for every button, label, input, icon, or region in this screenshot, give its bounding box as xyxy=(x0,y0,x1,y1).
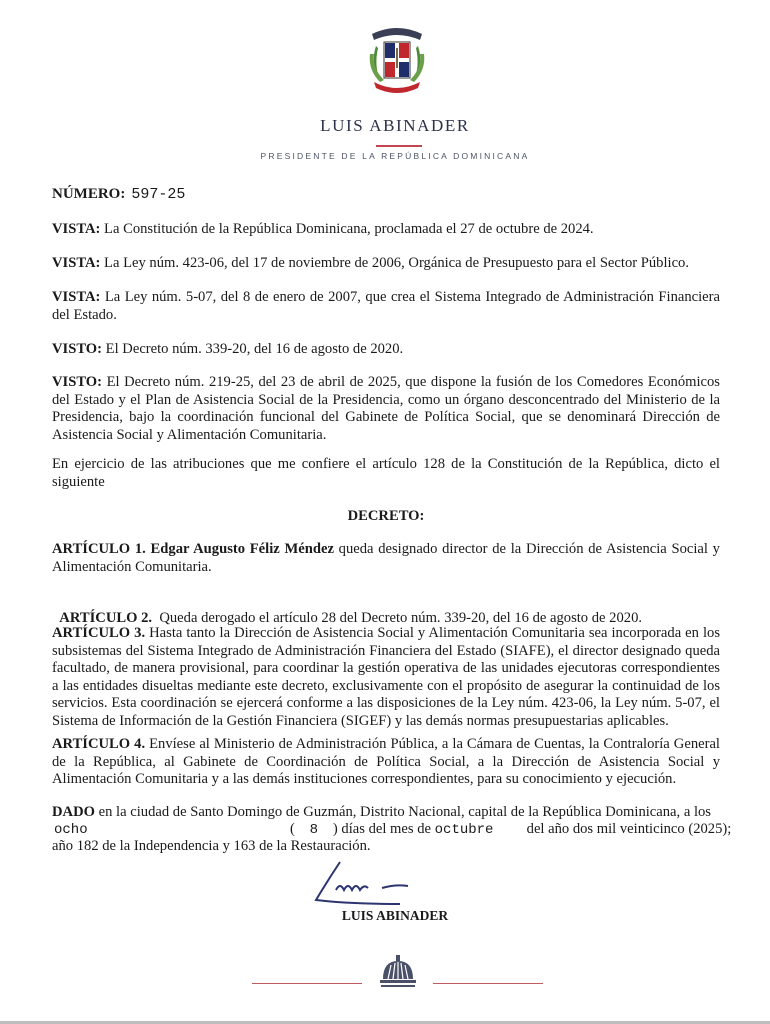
article-4 xyxy=(52,736,720,789)
paren-open: ( xyxy=(290,821,295,837)
dado-label: DADO xyxy=(52,804,95,820)
vista-text: La Constitución de la República Dominicana, proclamada el 27 de octubre de 2024. xyxy=(100,221,594,237)
day-words-field: ocho xyxy=(54,822,88,838)
vista-2 xyxy=(52,255,720,273)
visto-text: El Decreto núm. 219-25, del 23 de abril de 2025, que dispone la fusión de los Comedores Económicos del Estado y el Plan de Asistencia Social de la Presidencia, como un órgano desconcentrado del Ministerio de la Presidencia, bajo la coordinación funcional del Gabinete de Política Social, que se denominará Dirección de Asistencia Social y Alimentación Comunitaria. xyxy=(52,374,720,443)
footer-rule-right xyxy=(433,983,543,984)
dado-line-1 xyxy=(52,804,720,822)
article-2 xyxy=(52,592,720,627)
article-1 xyxy=(52,541,720,576)
vista-3 xyxy=(52,289,720,324)
article-3 xyxy=(52,625,720,730)
day-number-field: 8 xyxy=(309,822,319,838)
dado-text-2: días del mes de xyxy=(341,821,431,837)
vista-label: VISTA: xyxy=(52,221,101,237)
vista-label: VISTA: xyxy=(52,255,101,271)
decree-heading: DECRETO: xyxy=(347,508,425,524)
visto-text: El Decreto núm. 339-20, del 16 de agosto de 2020. xyxy=(102,341,404,357)
visto-label: VISTO: xyxy=(52,374,103,390)
designee-name: Edgar Augusto Féliz Méndez xyxy=(145,541,334,557)
visto-label: VISTO: xyxy=(52,341,103,357)
dado-text: en la ciudad de Santo Domingo de Guzmán, Distrito Nacional, capital de la República Dominicana, a los xyxy=(94,804,711,820)
article-label: ARTÍCULO 4. xyxy=(52,736,146,752)
visto-1 xyxy=(52,341,720,359)
signature-icon xyxy=(310,860,430,910)
dado-text-3: del año dos mil veinticinco (2025); xyxy=(526,821,732,837)
vista-1 xyxy=(52,221,720,239)
paren-close: ) xyxy=(332,821,338,837)
article-text: Hasta tanto la Dirección de Asistencia Social y Alimentación Comunitaria sea incorporada en los subsistemas del Sistema Integrado de Administración Financiera del Estado (SIAFE), el director designado queda facultado, de manera provisional, para coordinar la gestión operativa de las unidades ejecutoras correspondientes a las entidades disueltas mediante este decreto, exclusivamente con el propósito de asegurar la continuidad de los servicios. Esta coordinación se ejercerá conforme a las disposiciones de la Ley núm. 423-06, la Ley núm. 5-07, el Sistema de Información de la Gestión Financiera (SIGEF) y las demás normas presupuestarias aplicables. xyxy=(52,625,720,729)
number-label: NÚMERO: xyxy=(52,186,126,202)
article-label: ARTÍCULO 2. xyxy=(59,609,153,626)
vista-text: La Ley núm. 423-06, del 17 de noviembre de 2006, Orgánica de Presupuesto para el Sector Público. xyxy=(100,255,689,271)
article-label: ARTÍCULO 1. xyxy=(52,541,146,557)
article-text: queda designado director de la Dirección de Asistencia Social y Alimentación Comunitaria. xyxy=(52,541,720,575)
coat-of-arms-icon xyxy=(362,24,432,96)
header-name: LUIS ABINADER xyxy=(320,116,470,135)
preamble: En ejercicio de las atribuciones que me confiere el artículo 128 de la Constitución de la República, dicto el siguiente xyxy=(52,456,720,490)
dome-icon xyxy=(377,955,419,989)
decree-number xyxy=(52,186,720,204)
article-text: Queda derogado el artículo 28 del Decreto núm. 339-20, del 16 de agosto de 2020. xyxy=(152,609,643,626)
header-title: PRESIDENTE DE LA REPÚBLICA DOMINICANA xyxy=(260,151,530,161)
number-value: 597-25 xyxy=(131,186,186,203)
month-field: octubre xyxy=(434,822,494,838)
dado-line-3: año 182 de la Independencia y 163 de la Restauración. xyxy=(52,838,371,854)
footer-rule-left xyxy=(252,983,362,984)
vista-label: VISTA: xyxy=(52,289,101,305)
vista-text: La Ley núm. 5-07, del 8 de enero de 2007, que crea el Sistema Integrado de Administración Financiera del Estado. xyxy=(52,289,720,323)
dado-line-2 xyxy=(52,821,732,840)
article-text: Envíese al Ministerio de Administración Pública, a la Cámara de Cuentas, la Contraloría General de la República, al Gabinete de Coordinación de Política Social, a la Dirección de Asistencia Social y Alimentación Comunitaria y a las demás instituciones correspondientes, para su conocimiento y ejecución. xyxy=(52,736,720,787)
header-divider xyxy=(376,145,422,147)
article-label: ARTÍCULO 3. xyxy=(52,625,146,641)
signatory-name: LUIS ABINADER xyxy=(341,908,449,923)
visto-2 xyxy=(52,374,720,444)
